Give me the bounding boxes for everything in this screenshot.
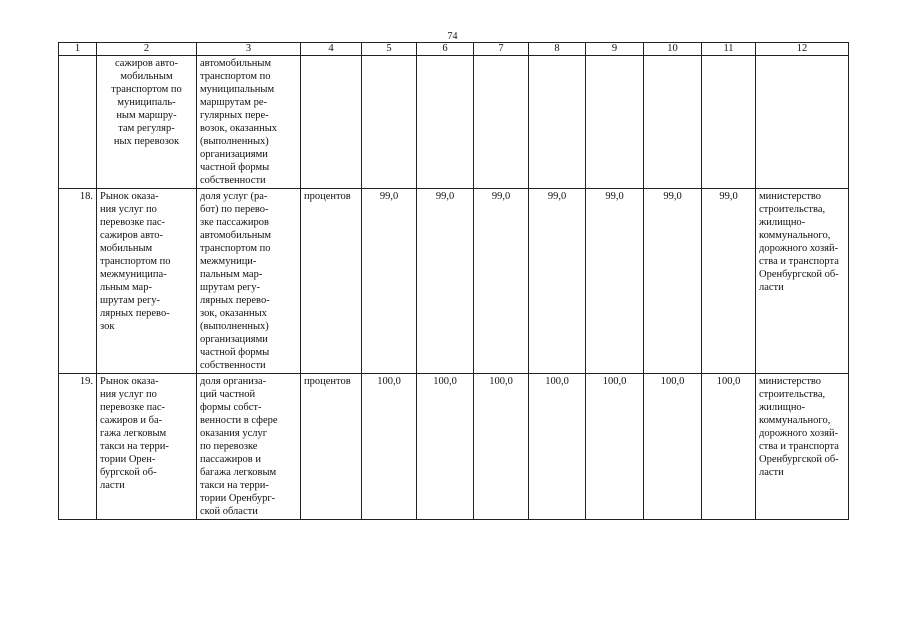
column-header: 4 <box>301 43 362 56</box>
header-row <box>59 43 849 56</box>
indicator-text: доля услуг (ра- бот) по перево- зке пассажиров автомобильным транспортом по межмуници- пальным мар- шрутам регу- лярных перево- зок, оказанных (выполненных) организациями частной формы собственности <box>197 189 301 374</box>
indicators-table <box>58 42 849 520</box>
value-cell: 100,0 <box>474 374 529 520</box>
market-name: сажиров авто- мобильным транспортом по муниципаль- ным маршру- там регуляр- ных перевозок <box>97 56 197 189</box>
value-cell: 99,0 <box>529 189 586 374</box>
value-cell <box>474 56 529 189</box>
row-number: 19. <box>59 374 97 520</box>
column-header: 12 <box>756 43 849 56</box>
column-header: 5 <box>362 43 417 56</box>
value-cell <box>644 56 702 189</box>
responsible-body <box>756 56 849 189</box>
value-cell: 100,0 <box>529 374 586 520</box>
column-header: 2 <box>97 43 197 56</box>
value-cell: 100,0 <box>702 374 756 520</box>
value-cell: 99,0 <box>586 189 644 374</box>
indicator-text: доля организа- ций частной формы собст- венности в сфере оказания услуг по перевозке пассажиров и багажа легковым такси на терри- тории Оренбург- ской области <box>197 374 301 520</box>
column-header: 9 <box>586 43 644 56</box>
column-header: 10 <box>644 43 702 56</box>
indicator-text: автомобильным транспортом по муниципальным маршрутам ре- гулярных пере- возок, оказанных (выполненных) организациями частной формы собственности <box>197 56 301 189</box>
value-cell: 100,0 <box>417 374 474 520</box>
value-cell <box>586 56 644 189</box>
market-name: Рынок оказа- ния услуг по перевозке пас- сажиров авто- мобильным транспортом по межмуниципа- льным мар- шрутам регу- лярных перево- зок <box>97 189 197 374</box>
value-cell: 100,0 <box>644 374 702 520</box>
table-row <box>59 56 849 189</box>
table-row <box>59 374 849 520</box>
value-cell: 99,0 <box>362 189 417 374</box>
value-cell: 100,0 <box>586 374 644 520</box>
value-cell: 99,0 <box>474 189 529 374</box>
column-header: 7 <box>474 43 529 56</box>
value-cell <box>529 56 586 189</box>
value-cell: 99,0 <box>702 189 756 374</box>
responsible-body: министерство строительства, жилищно- коммунального, дорожного хозяй- ства и транспорта Оренбургской об- ласти <box>756 374 849 520</box>
column-header: 11 <box>702 43 756 56</box>
column-header: 8 <box>529 43 586 56</box>
row-number: 18. <box>59 189 97 374</box>
value-cell: 99,0 <box>417 189 474 374</box>
value-cell <box>362 56 417 189</box>
market-name: Рынок оказа- ния услуг по перевозке пас- сажиров и ба- гажа легковым такси на терри- тории Орен- бургской об- ласти <box>97 374 197 520</box>
table-row <box>59 189 849 374</box>
unit <box>301 56 362 189</box>
column-header: 1 <box>59 43 97 56</box>
page-number: 74 <box>447 31 458 42</box>
value-cell <box>417 56 474 189</box>
column-header: 3 <box>197 43 301 56</box>
column-header: 6 <box>417 43 474 56</box>
responsible-body: министерство строительства, жилищно- коммунального, дорожного хозяй- ства и транспорта Оренбургской об- ласти <box>756 189 849 374</box>
value-cell: 99,0 <box>644 189 702 374</box>
value-cell <box>702 56 756 189</box>
unit: процентов <box>301 189 362 374</box>
value-cell: 100,0 <box>362 374 417 520</box>
unit: процентов <box>301 374 362 520</box>
row-number <box>59 56 97 189</box>
